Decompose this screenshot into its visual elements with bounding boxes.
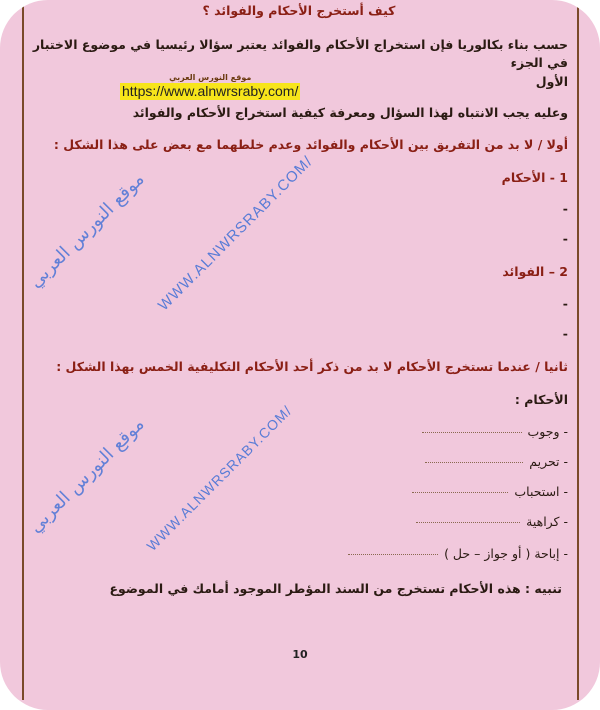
ahkam-label: الأحكام : xyxy=(514,392,568,407)
watermark-url: WWW.ALNWRSRABY.COM/ xyxy=(143,402,296,554)
blank-line xyxy=(425,462,523,463)
list-item xyxy=(30,423,568,441)
item-label: - كراهية xyxy=(526,514,568,529)
blank-line xyxy=(412,492,508,493)
list-item xyxy=(30,453,568,471)
right-border xyxy=(577,0,579,700)
dash-line: - xyxy=(562,201,568,216)
dash-line: - xyxy=(562,231,568,246)
site-url[interactable]: https://www.alnwrsraby.com/ xyxy=(122,83,299,99)
document-body xyxy=(30,0,568,598)
item-label: - استحباب xyxy=(514,484,568,499)
intro-line-1: حسب بناء بكالوريا فإن استخراج الأحكام والفوائد يعتبر سؤالا رئيسيا في موضوع الاختبار في الجزء xyxy=(32,37,568,70)
site-link-box xyxy=(120,73,300,100)
section-fawaid: 2 – الفوائد xyxy=(502,264,568,279)
watermark-arabic: موقع النورس العربي xyxy=(25,413,149,538)
blank-line xyxy=(422,432,522,433)
intro-row xyxy=(30,73,568,103)
item-label: - وجوب xyxy=(527,424,568,439)
second-heading: ثانيا / عندما تستخرج الأحكام لا بد من ذكر أحد الأحكام التكليفية الخمس بهذا الشكل : xyxy=(56,359,568,374)
page-title: كيف أستخرج الأحكام والفوائد ؟ xyxy=(202,3,396,18)
intro-line-3: وعليه يجب الانتباه لهذا السؤال ومعرفة كيفية استخراج الأحكام والفوائد xyxy=(132,105,568,120)
list-item xyxy=(30,513,568,531)
list-item xyxy=(30,483,568,501)
item-label: - إباحة ( أو جواز – حل ) xyxy=(444,546,568,561)
dash-line: - xyxy=(562,296,568,311)
watermark-arabic: موقع النورس العربي xyxy=(25,168,149,293)
left-border xyxy=(22,0,24,700)
page-number: 10 xyxy=(292,648,308,661)
item-label: - تحريم xyxy=(529,454,568,469)
watermark-url: WWW.ALNWRSRABY.COM/ xyxy=(154,152,317,315)
intro-line-2: الأول xyxy=(535,74,568,89)
list-item xyxy=(30,545,568,563)
note: تنبيه : هذه الأحكام تستخرج من السند المؤطر الموجود أمامك في الموضوع xyxy=(109,581,562,596)
blank-line xyxy=(416,522,520,523)
blank-line xyxy=(348,554,438,555)
first-heading: أولا / لا بد من التفريق بين الأحكام والفوائد وعدم خلطهما مع بعض على هذا الشكل : xyxy=(53,137,568,152)
site-label: موقع النورس العربي xyxy=(169,73,252,82)
dash-line: - xyxy=(562,326,568,341)
section-ahkam: 1 - الأحكام xyxy=(501,170,568,185)
